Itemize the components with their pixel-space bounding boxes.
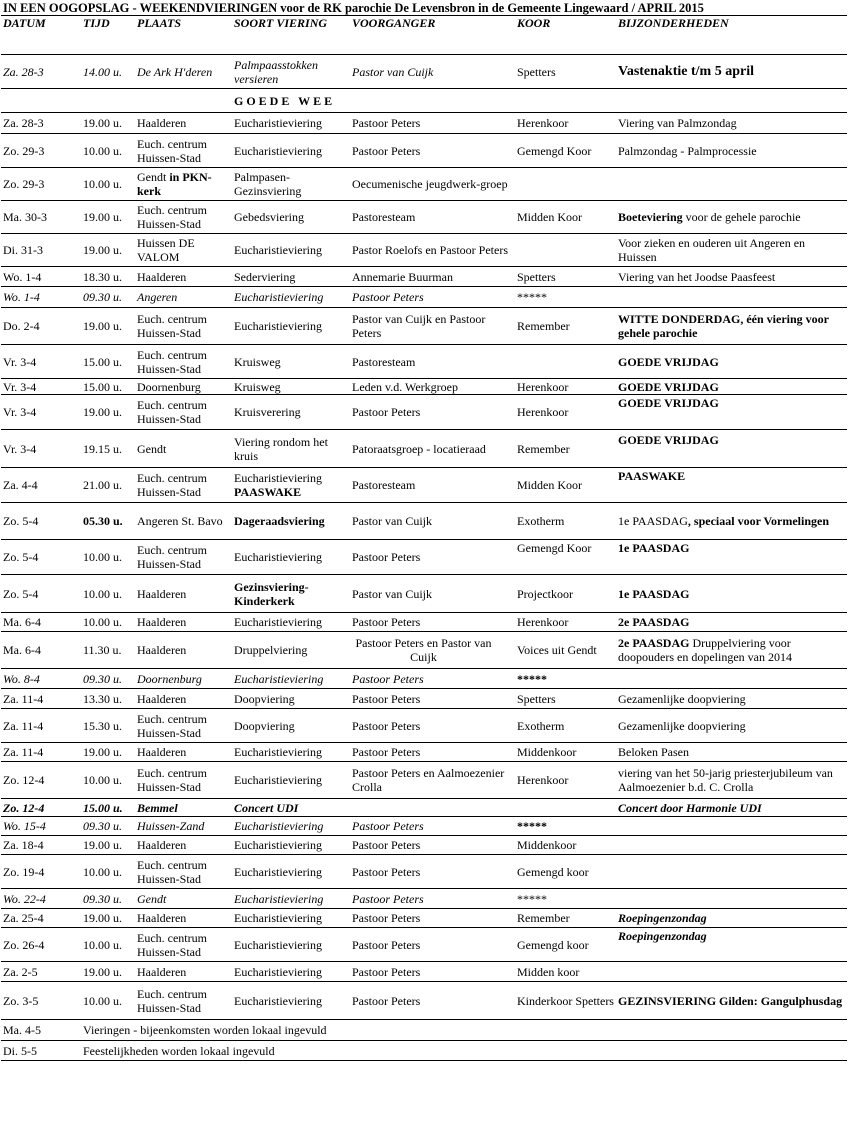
cell-soort: Eucharistieviering <box>234 993 322 1008</box>
cell-bijzonderheden <box>616 631 847 668</box>
cell-voorganger: Pastor van Cuijk en Pastoor Peters <box>352 312 486 340</box>
cell-voorganger: Patoraatsgroep - locatieraad <box>352 441 486 456</box>
cell-koor: Remember <box>517 319 570 333</box>
cell-datum: Ma. 4-5 <box>3 1023 41 1037</box>
cell-koor: Remember <box>517 911 570 925</box>
cell-voorganger: Pastoor Peters <box>352 405 421 419</box>
cell-tijd: 05.30 u. <box>83 514 123 528</box>
table-row <box>1 307 847 344</box>
cell-datum: Za. 4-4 <box>3 478 38 492</box>
cell-plaats: Euch. centrum Huissen-Stad <box>137 766 207 794</box>
cell-plaats: Euch. centrum Huissen-Stad <box>137 347 207 376</box>
cell-voorganger: Pastoor Peters <box>352 864 421 879</box>
page-title: IN EEN OOGOPSLAG - WEEKENDVIERINGEN voor de RK parochie De Levensbron in de Gemeente Lingewaard / APRIL 2015 <box>1 1 847 16</box>
cell-voorganger: Pastoor Peters <box>352 691 421 706</box>
cell-tijd: 15.30 u. <box>83 718 122 733</box>
table-row <box>1 429 847 467</box>
cell-bijzonderheden: PAASWAKE <box>618 468 686 483</box>
cell-koor: Exotherm <box>517 718 565 733</box>
cell-soort: Eucharistieviering <box>234 290 324 304</box>
cell-datum: Za. 11-4 <box>3 691 44 706</box>
cell-plaats: Haalderen <box>137 269 187 284</box>
cell-bijz-part: 1e PAASDAG <box>618 514 688 528</box>
table-row <box>1 742 847 761</box>
cell-datum: Zo. 5-4 <box>3 586 39 601</box>
cell-bijzonderheden <box>616 888 847 908</box>
cell-bijzonderheden: GOEDE VRIJDAG <box>618 395 719 410</box>
cell-tijd: 18.30 u. <box>83 269 122 284</box>
cell-soort: Kruisverering <box>234 405 301 419</box>
cell-voorganger: Pastoor Peters <box>352 911 421 925</box>
table-row <box>1 266 847 286</box>
schedule-page <box>1 1 847 1126</box>
cell-tijd: 21.00 u. <box>83 478 122 492</box>
cell-tijd: 10.00 u. <box>83 550 122 564</box>
cell-voorganger: Pastor Roelofs en Pastoor Peters <box>352 243 508 257</box>
cell-plaats: Huissen-Zand <box>137 819 205 833</box>
cell-tijd: 09.30 u. <box>83 671 122 686</box>
cell-datum: Wo. 15-4 <box>3 819 46 833</box>
cell-voorganger: Pastoresteam <box>352 478 416 492</box>
cell-soort: Eucharistieviering <box>234 911 322 925</box>
cell-bijzonderheden: Gezamenlijke doopviering <box>618 691 746 706</box>
cell-datum: Ma. 30-3 <box>3 210 47 224</box>
cell-tijd: 10.00 u. <box>83 864 122 879</box>
cell-plaats: Haalderen <box>137 691 187 706</box>
table-row <box>1 854 847 888</box>
cell-tijd: 13.30 u. <box>83 691 122 706</box>
cell-koor: Middenkoor <box>517 838 577 852</box>
section-row <box>1 88 847 112</box>
cell-soort: Palmpasen-Gezinsviering <box>234 170 302 198</box>
cell-koor: Midden Koor <box>517 478 582 492</box>
cell-voorganger: Oecumenische jeugdwerk-groep <box>352 177 508 191</box>
cell-bijzonderheden <box>616 854 847 888</box>
cell-voorganger: Pastor van Cuijk <box>352 514 432 528</box>
cell-voorganger: Pastoor Peters <box>352 143 421 158</box>
cell-bijz-bold-part: Boeteviering <box>618 210 683 224</box>
table-row <box>1 981 847 1019</box>
cell-bijzonderheden: 2e PAASDAG <box>618 615 690 629</box>
cell-koor: Herenkoor <box>517 773 569 787</box>
cell-tijd: 19.00 u. <box>83 319 122 333</box>
cell-bijzonderheden: Gezamenlijke doopviering <box>618 718 746 733</box>
cell-plaats: Haalderen <box>137 745 187 759</box>
cell-plaats: Haalderen <box>137 116 187 130</box>
cell-plaats: Euch. centrum Huissen-Stad <box>137 930 207 959</box>
cell-koor: Remember <box>517 441 570 456</box>
cell-tijd: 19.00 u. <box>83 210 122 224</box>
cell-plaats: Euch. centrum Huissen-Stad <box>137 857 207 886</box>
cell-koor: ***** <box>517 819 547 833</box>
cell-plaats: Angeren <box>137 290 178 304</box>
cell-koor: Herenkoor <box>517 379 569 394</box>
cell-bijzonderheden: GEZINSVIERING Gilden: Gangulphusdag <box>618 993 843 1008</box>
cell-bijzonderheden: Roepingenzondag <box>618 928 707 943</box>
cell-bijzonderheden: Vastenaktie t/m 5 april <box>618 63 754 79</box>
cell-tijd: 14.00 u. <box>83 64 122 79</box>
header-plaats: PLAATS <box>137 16 182 30</box>
cell-voorganger: Pastoor Peters en Pastor van Cuijk <box>355 636 492 664</box>
cell-soort: Eucharistieviering <box>234 615 322 629</box>
cell-datum: Zo. 29-3 <box>3 177 45 191</box>
cell-voorganger: Pastor van Cuijk <box>352 586 432 601</box>
cell-voorganger: Pastoresteam <box>352 210 416 224</box>
header-tijd: TIJD <box>83 16 110 30</box>
cell-voorganger: Annemarie Buurman <box>352 269 453 284</box>
cell-datum: Za. 18-4 <box>3 838 44 852</box>
cell-soort: Eucharistieviering <box>234 745 322 759</box>
table-row <box>1 688 847 708</box>
table-row <box>1 927 847 961</box>
cell-voorganger: Pastoor Peters <box>352 615 421 629</box>
cell-datum: Zo. 26-4 <box>3 937 45 952</box>
cell-soort: Eucharistieviering <box>234 864 322 879</box>
cell-plaats: Euch. centrum Huissen-Stad <box>137 471 207 499</box>
cell-plaats <box>135 167 232 200</box>
cell-plaats: Haalderen <box>137 964 187 979</box>
cell-plaats: Gendt <box>137 441 167 456</box>
cell-bijzonderheden <box>616 961 847 981</box>
cell-bijzonderheden: GOEDE VRIJDAG <box>618 354 719 369</box>
cell-koor: Spetters <box>517 64 556 79</box>
cell-tijd: 15.00 u. <box>83 800 123 815</box>
cell-soort: Eucharistieviering <box>234 116 322 130</box>
table-row <box>1 539 847 574</box>
cell-plaats: Euch. centrum Huissen-Stad <box>137 136 207 165</box>
cell-soort-part: Eucharistieviering <box>234 471 322 485</box>
cell-voorganger: Pastoor Peters <box>352 116 421 130</box>
cell-koor <box>515 798 616 816</box>
cell-tijd: 10.00 u. <box>83 773 122 787</box>
table-row <box>1 835 847 854</box>
cell-tijd: 09.30 u. <box>83 891 122 906</box>
cell-soort: Eucharistieviering <box>234 671 324 686</box>
cell-bijzonderheden: GOEDE VRIJDAG <box>618 432 719 447</box>
cell-plaats: Bemmel <box>137 800 178 815</box>
cell-voorganger: Pastor van Cuijk <box>352 64 434 79</box>
cell-koor: Midden Koor <box>517 210 582 224</box>
cell-soort: Sederviering <box>234 269 296 284</box>
cell-koor: Gemengd koor <box>517 864 589 879</box>
cell-datum: Di. 31-3 <box>3 243 43 257</box>
cell-datum: Ma. 6-4 <box>3 615 41 629</box>
cell-voorganger: Pastoor Peters <box>352 550 421 564</box>
cell-plaats: Doornenburg <box>137 671 202 686</box>
cell-bijzonderheden <box>616 668 847 688</box>
cell-datum: Zo. 5-4 <box>3 514 39 528</box>
cell-soort: Gebedsviering <box>234 210 304 224</box>
cell-soort: Eucharistieviering <box>234 937 322 952</box>
cell-merged-note: Feestelijkheden worden lokaal ingevuld <box>83 1043 275 1058</box>
cell-datum: Zo. 3-5 <box>3 993 39 1008</box>
cell-koor: Voices uit Gendt <box>517 643 597 657</box>
cell-plaats: Haalderen <box>137 838 187 852</box>
cell-plaats: Haalderen <box>137 615 187 629</box>
cell-plaats: Angeren St. Bavo <box>137 514 223 528</box>
cell-datum: Vr. 3-4 <box>3 379 37 394</box>
cell-soort: Concert UDI <box>234 800 299 815</box>
cell-datum: Wo. 1-4 <box>3 290 40 304</box>
table-row <box>1 888 847 908</box>
cell-datum: Vr. 3-4 <box>3 441 37 456</box>
table-row <box>1 798 847 816</box>
table-row <box>1 668 847 688</box>
cell-tijd: 19.00 u. <box>83 116 122 130</box>
cell-koor: Midden koor <box>517 964 580 979</box>
cell-koor: ***** <box>517 671 547 686</box>
cell-voorganger: Pastoor Peters <box>352 993 421 1008</box>
cell-soort: Eucharistieviering <box>234 319 322 333</box>
cell-koor: Spetters <box>517 691 556 706</box>
cell-tijd: 15.00 u. <box>83 379 122 394</box>
cell-koor: Herenkoor <box>517 615 569 629</box>
cell-plaats: Euch. centrum Huissen-Stad <box>137 543 207 571</box>
cell-voorganger: Pastoor Peters <box>352 671 424 686</box>
table-row <box>1 908 847 927</box>
cell-voorganger: Pastoor Peters <box>352 718 421 733</box>
cell-voorganger: Pastoresteam <box>352 354 416 369</box>
cell-tijd: 10.00 u. <box>83 586 122 601</box>
table-row <box>1 816 847 835</box>
cell-datum: Vr. 3-4 <box>3 405 37 419</box>
cell-bijzonderheden: Concert door Harmonie UDI <box>618 800 762 815</box>
cell-datum: Ma. 6-4 <box>3 643 41 657</box>
cell-bijzonderheden: 1e PAASDAG <box>618 540 690 555</box>
cell-bijz-bold-part: 2e PAASDAG <box>618 636 690 650</box>
table-row <box>1 167 847 200</box>
cell-plaats: Gendt <box>137 891 167 906</box>
cell-bijzonderheden <box>616 167 847 200</box>
cell-koor: Projectkoor <box>517 586 573 601</box>
cell-bijzonderheden: 1e PAASDAG <box>618 586 690 601</box>
cell-bijz-part: voor de gehele parochie <box>682 210 801 224</box>
table-row <box>1 574 847 612</box>
cell-voorganger: Leden v.d. Werkgroep <box>352 379 458 394</box>
cell-voorganger: Pastoor Peters <box>352 819 424 833</box>
cell-bijzonderheden <box>616 502 847 539</box>
table-row <box>1 200 847 233</box>
cell-soort: Eucharistieviering <box>234 143 322 158</box>
cell-datum: Zo. 12-4 <box>3 773 45 787</box>
cell-datum: Zo. 5-4 <box>3 550 39 564</box>
cell-datum: Zo. 19-4 <box>3 864 45 879</box>
cell-bijzonderheden: WITTE DONDERDAG, één viering voor gehele parochie <box>618 312 829 340</box>
cell-soort: Druppelviering <box>234 643 308 657</box>
table-row <box>1 761 847 798</box>
cell-datum: Wo. 22-4 <box>3 891 46 906</box>
cell-plaats-bold-part: in PKN-kerk <box>137 170 212 198</box>
cell-tijd: 09.30 u. <box>83 290 122 304</box>
cell-datum: Wo. 8-4 <box>3 671 40 686</box>
cell-tijd: 19.00 u. <box>83 745 122 759</box>
cell-soort <box>232 467 350 502</box>
cell-koor: Spetters <box>517 269 556 284</box>
cell-bijzonderheden: Viering van Palmzondag <box>618 116 737 130</box>
table-row <box>1 502 847 539</box>
cell-bijzonderheden: Roepingenzondag <box>618 911 707 925</box>
table-row <box>1 631 847 668</box>
cell-tijd: 10.00 u. <box>83 615 122 629</box>
cell-koor <box>515 167 616 200</box>
cell-soort: Eucharistieviering <box>234 964 322 979</box>
cell-soort: Eucharistieviering <box>234 243 322 257</box>
cell-plaats: Euch. centrum Huissen-Stad <box>137 398 207 426</box>
header-soort-viering: SOORT VIERING <box>234 16 328 30</box>
header-datum: DATUM <box>3 16 46 30</box>
table-row <box>1 1019 847 1040</box>
table-row <box>1 54 847 88</box>
cell-datum: Vr. 3-4 <box>3 354 37 369</box>
cell-bijz-part: Druppelviering voor doopouders en dopelingen van 2014 <box>618 636 792 664</box>
table-row <box>1 378 847 394</box>
cell-voorganger: Pastoor Peters <box>352 964 421 979</box>
cell-datum: Za. 2-5 <box>3 964 38 979</box>
cell-bijz-bold-part: , speciaal voor Vormelingen <box>687 514 830 528</box>
cell-plaats: De Ark H'deren <box>137 64 213 79</box>
cell-voorganger: Pastoor Peters <box>352 937 421 952</box>
cell-plaats: Doornenburg <box>137 379 201 394</box>
cell-soort: Eucharistieviering <box>234 891 324 906</box>
cell-voorganger: Pastoor Peters en Aalmoezenier Crolla <box>352 766 505 794</box>
cell-soort: Doopviering <box>234 718 295 733</box>
cell-plaats: Haalderen <box>137 586 187 601</box>
cell-tijd: 19.15 u. <box>83 441 122 456</box>
cell-koor: Exotherm <box>517 514 565 528</box>
table-row <box>1 233 847 266</box>
section-title: GOEDE WEE <box>234 93 336 108</box>
cell-voorganger: Pastoor Peters <box>352 838 421 852</box>
cell-soort: Eucharistieviering <box>234 550 322 564</box>
cell-koor: Herenkoor <box>517 116 569 130</box>
cell-tijd: 09.30 u. <box>83 819 122 833</box>
table-header-row <box>1 16 847 54</box>
cell-koor: Gemengd Koor <box>517 143 592 158</box>
cell-tijd: 10.00 u. <box>83 993 122 1008</box>
cell-tijd: 19.00 u. <box>83 405 122 419</box>
cell-tijd: 10.00 u. <box>83 937 122 952</box>
schedule-table <box>1 16 847 1061</box>
cell-datum: Zo. 12-4 <box>3 800 45 815</box>
cell-tijd: 10.00 u. <box>83 143 122 158</box>
cell-plaats-part: Gendt <box>137 170 170 184</box>
cell-tijd: 10.00 u. <box>83 177 122 191</box>
cell-plaats: Haalderen <box>137 911 187 925</box>
cell-bijzonderheden: Palmzondag - Palmprocessie <box>618 143 757 158</box>
table-row <box>1 467 847 502</box>
cell-koor: ***** <box>517 891 547 906</box>
cell-soort-bold-part: PAASWAKE <box>234 485 302 499</box>
cell-koor: Middenkoor <box>517 745 577 759</box>
cell-plaats: Huissen DE VALOM <box>137 236 195 264</box>
cell-bijzonderheden: Viering van het Joodse Paasfeest <box>618 269 776 284</box>
cell-tijd: 19.00 u. <box>83 964 122 979</box>
cell-bijzonderheden <box>616 286 847 307</box>
table-row <box>1 961 847 981</box>
table-row <box>1 133 847 167</box>
cell-voorganger <box>350 798 515 816</box>
cell-datum: Za. 28-3 <box>3 116 44 130</box>
table-row <box>1 708 847 742</box>
cell-soort: Eucharistieviering <box>234 838 322 852</box>
table-row <box>1 344 847 378</box>
cell-koor: Gemengd koor <box>517 937 589 952</box>
header-bijzonderheden: BIJZONDERHEDEN <box>618 16 729 30</box>
cell-tijd: 19.00 u. <box>83 911 122 925</box>
cell-bijzonderheden: GOEDE VRIJDAG <box>618 379 719 394</box>
cell-plaats: Euch. centrum Huissen-Stad <box>137 312 207 340</box>
cell-plaats: Euch. centrum Huissen-Stad <box>137 711 207 740</box>
cell-tijd: 15.00 u. <box>83 354 122 369</box>
cell-bijzonderheden <box>616 816 847 835</box>
cell-koor: ***** <box>517 290 547 304</box>
cell-soort: Viering rondom het kruis <box>234 434 328 463</box>
cell-bijzonderheden: Beloken Pasen <box>618 745 689 759</box>
cell-soort: Dageraadsviering <box>234 514 325 528</box>
cell-voorganger: Pastoor Peters <box>352 290 424 304</box>
cell-datum: Za. 25-4 <box>3 911 44 925</box>
cell-voorganger: Pastoor Peters <box>352 891 424 906</box>
cell-datum: Za. 11-4 <box>3 745 44 759</box>
cell-koor: Kinderkoor Spetters <box>517 993 614 1008</box>
cell-datum: Wo. 1-4 <box>3 269 42 284</box>
cell-soort: Kruisweg <box>234 379 281 394</box>
cell-merged-note: Vieringen - bijeenkomsten worden lokaal ingevuld <box>83 1023 327 1037</box>
cell-soort: Gezinsviering-Kinderkerk <box>234 579 309 608</box>
cell-plaats: Euch. centrum Huissen-Stad <box>137 986 207 1015</box>
cell-bijzonderheden: Voor zieken en ouderen uit Angeren en Huissen <box>618 236 806 264</box>
table-row <box>1 112 847 133</box>
cell-datum: Zo. 29-3 <box>3 143 45 158</box>
cell-soort: Eucharistieviering <box>234 819 324 833</box>
cell-soort: Eucharistieviering <box>234 773 322 787</box>
cell-tijd: 19.00 u. <box>83 243 122 257</box>
cell-koor <box>515 233 616 266</box>
cell-koor: Herenkoor <box>517 405 569 419</box>
cell-datum: Za. 28-3 <box>3 64 44 79</box>
cell-voorganger: Pastoor Peters <box>352 745 421 759</box>
cell-koor: Gemengd Koor <box>517 540 592 555</box>
cell-koor <box>515 344 616 378</box>
cell-soort: Palmpaasstokken versieren <box>234 57 318 86</box>
table-row <box>1 394 847 429</box>
cell-soort: Doopviering <box>234 691 295 706</box>
header-koor: KOOR <box>517 16 551 30</box>
cell-tijd: 19.00 u. <box>83 838 122 852</box>
cell-soort: Kruisweg <box>234 354 281 369</box>
table-row <box>1 286 847 307</box>
cell-plaats: Euch. centrum Huissen-Stad <box>137 203 207 231</box>
cell-datum: Di. 5-5 <box>3 1043 37 1058</box>
cell-tijd: 11.30 u. <box>83 643 122 657</box>
cell-bijzonderheden <box>616 200 847 233</box>
header-voorganger: VOORGANGER <box>352 16 436 30</box>
cell-datum: Za. 11-4 <box>3 718 44 733</box>
cell-datum: Do. 2-4 <box>3 319 40 333</box>
table-row <box>1 612 847 631</box>
cell-bijzonderheden: viering van het 50-jarig priesterjubileum van Aalmoezenier b.d. C. Crolla <box>618 766 833 794</box>
cell-bijzonderheden <box>616 835 847 854</box>
table-row <box>1 1040 847 1060</box>
cell-plaats: Haalderen <box>137 643 187 657</box>
